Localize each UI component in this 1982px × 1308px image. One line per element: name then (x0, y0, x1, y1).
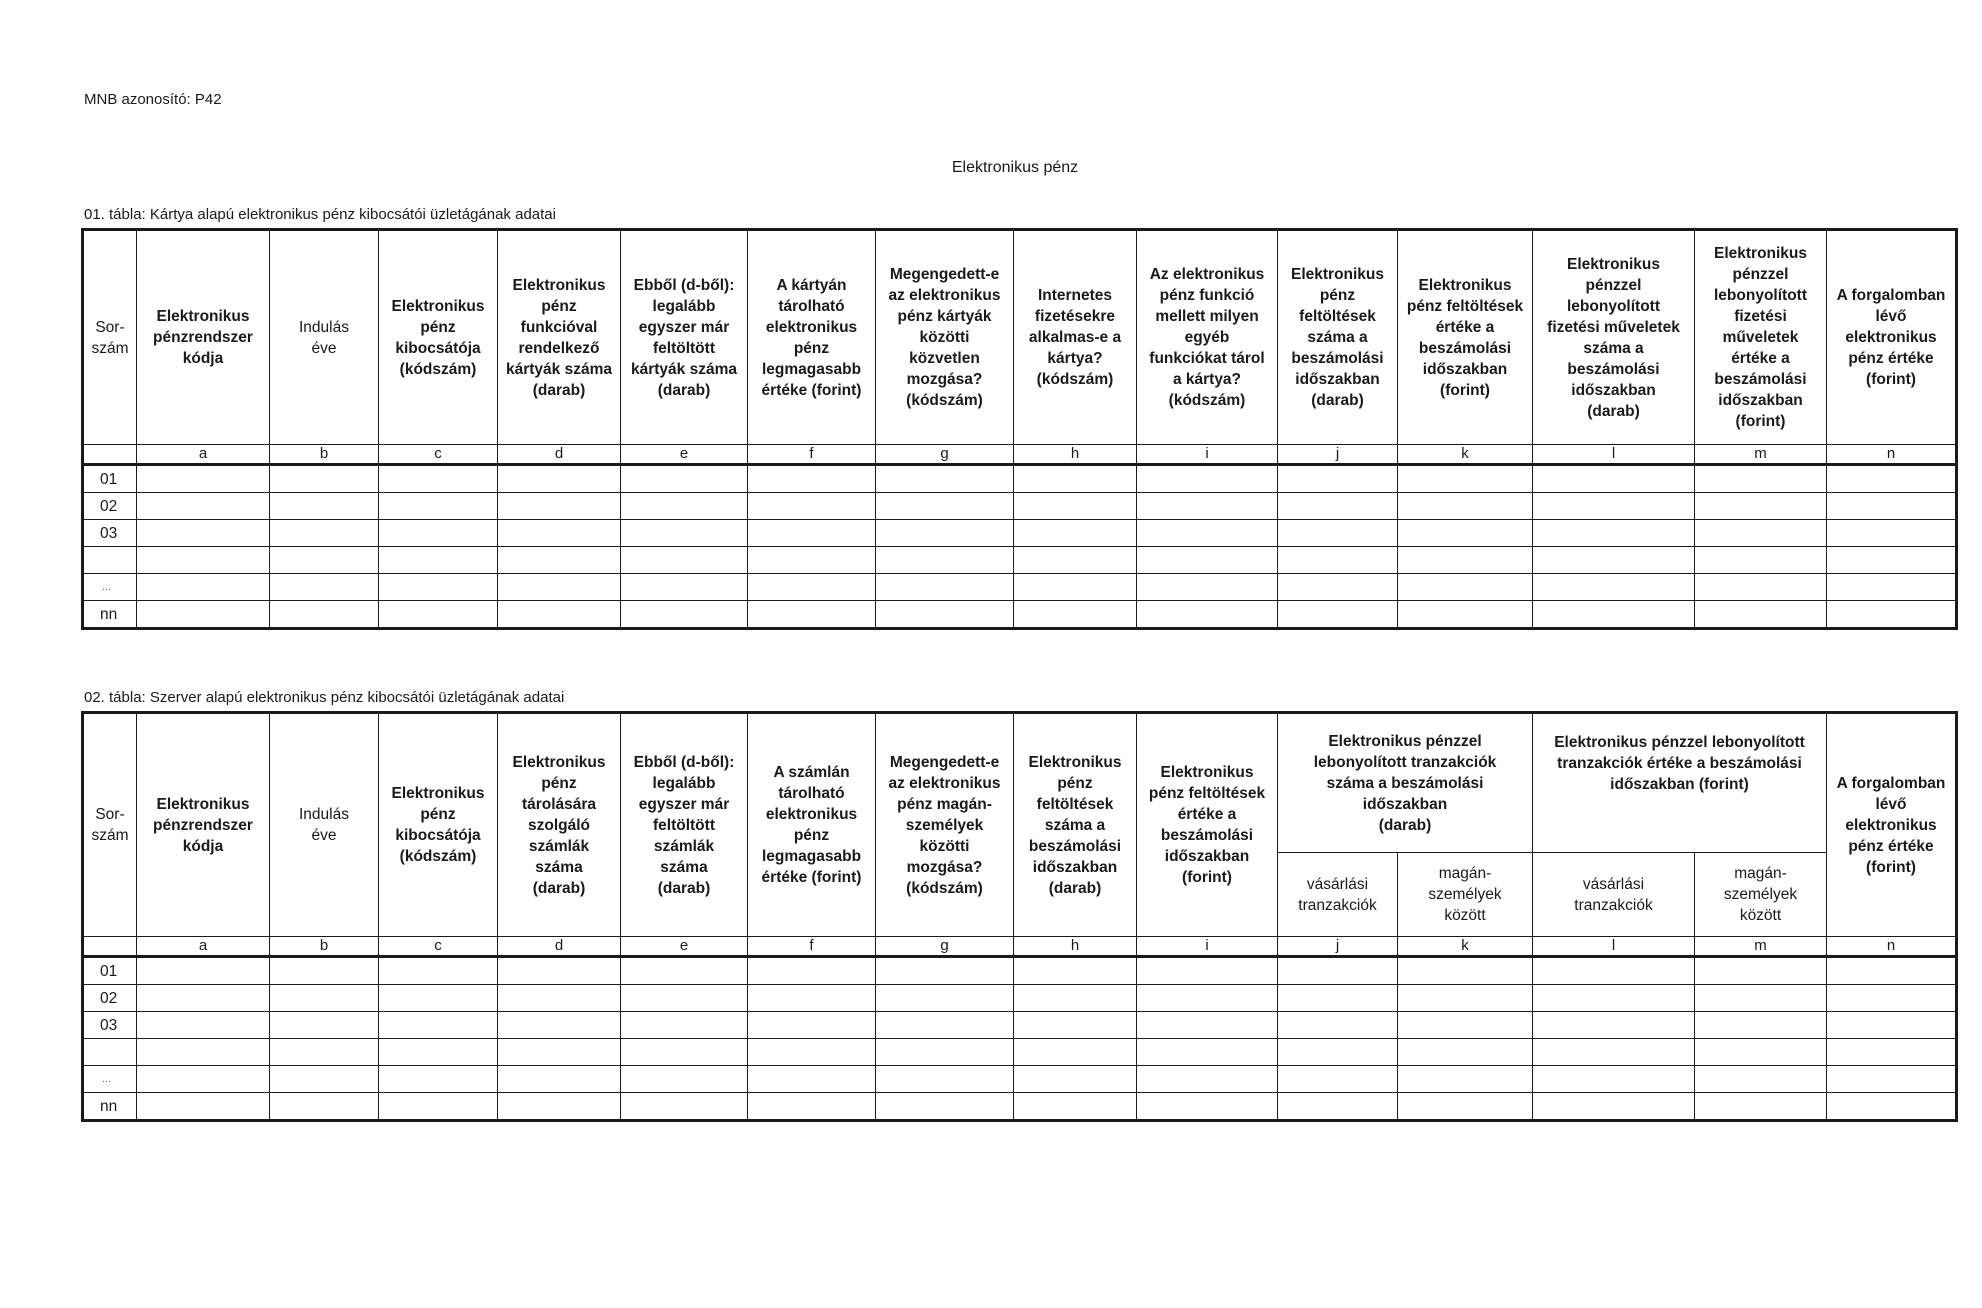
data-cell[interactable] (1014, 1039, 1137, 1066)
data-cell[interactable] (137, 547, 270, 574)
data-cell[interactable] (1278, 520, 1398, 547)
data-cell[interactable] (1014, 1012, 1137, 1039)
letter-cell (83, 937, 137, 957)
data-cell[interactable] (1533, 601, 1695, 629)
data-cell[interactable] (1278, 985, 1398, 1012)
data-cell[interactable] (270, 1039, 379, 1066)
data-cell[interactable] (748, 493, 876, 520)
header-cell: Elektronikus pénzrendszer kódja (137, 713, 270, 937)
data-cell[interactable] (1398, 493, 1533, 520)
data-cell[interactable] (1137, 493, 1278, 520)
data-cell[interactable] (621, 547, 748, 574)
data-cell[interactable] (1278, 957, 1398, 985)
table-row (83, 574, 1957, 601)
header-cell: Elektronikus pénz kibocsátója (kódszám) (379, 713, 498, 937)
data-cell[interactable] (379, 1012, 498, 1039)
data-cell[interactable] (1695, 520, 1827, 547)
letter-cell: m (1695, 445, 1827, 465)
data-cell[interactable] (498, 601, 621, 629)
row-number (83, 1039, 137, 1066)
data-cell[interactable] (1398, 1039, 1533, 1066)
data-cell[interactable] (1695, 1039, 1827, 1066)
data-cell[interactable] (1398, 574, 1533, 601)
data-cell[interactable] (1827, 493, 1957, 520)
data-cell[interactable] (1827, 1066, 1957, 1093)
header-cell: Elektronikus pénz feltöltések értéke a beszámolási időszakban (forint) (1137, 713, 1278, 937)
data-cell[interactable] (379, 601, 498, 629)
header-cell: Ebből (d-ből): legalább egyszer már feltöltött számlák száma (darab) (621, 713, 748, 937)
data-cell[interactable] (379, 1066, 498, 1093)
letter-cell: a (137, 937, 270, 957)
data-cell[interactable] (1398, 957, 1533, 985)
data-cell[interactable] (876, 493, 1014, 520)
data-cell[interactable] (1695, 493, 1827, 520)
data-cell[interactable] (137, 985, 270, 1012)
row-number: ... (83, 574, 137, 601)
header-cell: A forgalomban lévő elektronikus pénz értéke (forint) (1827, 713, 1957, 937)
data-cell[interactable] (379, 1039, 498, 1066)
data-cell[interactable] (748, 574, 876, 601)
data-cell[interactable] (1533, 574, 1695, 601)
header-cell: Elektronikus pénzzel lebonyolított fizetési műveletek száma a beszámolási időszakban (darab) (1533, 230, 1695, 445)
data-cell[interactable] (621, 1093, 748, 1121)
table-row (83, 957, 1957, 985)
table-row (83, 601, 1957, 629)
data-cell[interactable] (876, 1012, 1014, 1039)
data-cell[interactable] (137, 957, 270, 985)
data-cell[interactable] (379, 574, 498, 601)
data-cell[interactable] (498, 465, 621, 493)
data-cell[interactable] (1695, 574, 1827, 601)
data-cell[interactable] (1137, 601, 1278, 629)
letter-cell: d (498, 445, 621, 465)
data-cell[interactable] (270, 1012, 379, 1039)
data-cell[interactable] (379, 957, 498, 985)
data-cell[interactable] (748, 465, 876, 493)
group-header-value: Elektronikus pénzzel lebonyolított tranzakciók értéke a beszámolási időszakban (forint) (1533, 713, 1827, 853)
data-cell[interactable] (621, 493, 748, 520)
header-cell: Elektronikus pénzzel lebonyolított fizetési műveletek értéke a beszámolási időszakban (forint) (1695, 230, 1827, 445)
row-number: 03 (83, 1012, 137, 1039)
data-cell[interactable] (270, 520, 379, 547)
data-cell[interactable] (379, 465, 498, 493)
data-cell[interactable] (498, 1066, 621, 1093)
data-cell[interactable] (1014, 574, 1137, 601)
data-cell[interactable] (1695, 1012, 1827, 1039)
data-cell[interactable] (270, 985, 379, 1012)
letter-cell: k (1398, 937, 1533, 957)
data-cell[interactable] (1137, 1039, 1278, 1066)
group-header-count: Elektronikus pénzzel lebonyolított tranzakciók száma a beszámolási időszakban (darab) (1278, 713, 1533, 853)
data-cell[interactable] (876, 1066, 1014, 1093)
data-cell[interactable] (1827, 1012, 1957, 1039)
data-cell[interactable] (1278, 493, 1398, 520)
data-cell[interactable] (1278, 1066, 1398, 1093)
data-cell[interactable] (1398, 465, 1533, 493)
data-cell[interactable] (270, 465, 379, 493)
data-cell[interactable] (1398, 520, 1533, 547)
data-cell[interactable] (270, 1066, 379, 1093)
data-cell[interactable] (1695, 601, 1827, 629)
table-row (83, 985, 1957, 1012)
row-number: 03 (83, 520, 137, 547)
table-row (83, 493, 1957, 520)
letter-cell: g (876, 937, 1014, 957)
data-cell[interactable] (1827, 574, 1957, 601)
data-cell[interactable] (1695, 1093, 1827, 1121)
data-cell[interactable] (137, 1093, 270, 1121)
table2-letter-row (83, 937, 1957, 957)
data-cell[interactable] (621, 465, 748, 493)
data-cell[interactable] (876, 601, 1014, 629)
header-cell: Elektronikus pénz funkcióval rendelkező kártyák száma (darab) (498, 230, 621, 445)
data-cell[interactable] (137, 574, 270, 601)
data-cell[interactable] (621, 1039, 748, 1066)
table-card-based-emoney (81, 228, 1958, 630)
header-cell: Megengedett-e az elektronikus pénz magán- személyek közötti mozgása? (kódszám) (876, 713, 1014, 937)
letter-cell: f (748, 937, 876, 957)
row-number: nn (83, 1093, 137, 1121)
data-cell[interactable] (1014, 520, 1137, 547)
letter-cell (83, 445, 137, 465)
data-cell[interactable] (876, 520, 1014, 547)
data-cell[interactable] (1695, 957, 1827, 985)
data-cell[interactable] (1278, 547, 1398, 574)
data-cell[interactable] (1398, 985, 1533, 1012)
data-cell[interactable] (1137, 1066, 1278, 1093)
data-cell[interactable] (1398, 547, 1533, 574)
row-number-header: Sor- szám (83, 230, 137, 445)
data-cell[interactable] (498, 493, 621, 520)
data-cell[interactable] (1827, 1039, 1957, 1066)
header-cell: Ebből (d-ből): legalább egyszer már feltöltött kártyák száma (darab) (621, 230, 748, 445)
table-row (83, 1093, 1957, 1121)
header-cell: A forgalomban lévő elektronikus pénz értéke (forint) (1827, 230, 1957, 445)
data-cell[interactable] (1014, 1093, 1137, 1121)
row-number (83, 547, 137, 574)
data-cell[interactable] (379, 1093, 498, 1121)
data-cell[interactable] (1278, 1039, 1398, 1066)
data-cell[interactable] (621, 520, 748, 547)
table1-caption: 01. tábla: Kártya alapú elektronikus pénz kibocsátói üzletágának adatai (84, 206, 556, 223)
letter-cell: k (1398, 445, 1533, 465)
data-cell[interactable] (1827, 985, 1957, 1012)
data-cell[interactable] (876, 957, 1014, 985)
data-cell[interactable] (137, 1066, 270, 1093)
letter-cell: i (1137, 937, 1278, 957)
letter-cell: j (1278, 937, 1398, 957)
data-cell[interactable] (621, 1012, 748, 1039)
table2-header-row (83, 713, 1957, 853)
data-cell[interactable] (1278, 1093, 1398, 1121)
letter-cell: m (1695, 937, 1827, 957)
row-number: 02 (83, 985, 137, 1012)
table-row (83, 547, 1957, 574)
data-cell[interactable] (1137, 547, 1278, 574)
data-cell[interactable] (1533, 465, 1695, 493)
row-number: nn (83, 601, 137, 629)
header-cell: A számlán tárolható elektronikus pénz legmagasabb értéke (forint) (748, 713, 876, 937)
data-cell[interactable] (748, 601, 876, 629)
letter-cell: c (379, 937, 498, 957)
data-cell[interactable] (1014, 601, 1137, 629)
page-title: Elektronikus pénz (951, 159, 1079, 176)
header-cell: Megengedett-e az elektronikus pénz kártyák közötti közvetlen mozgása? (kódszám) (876, 230, 1014, 445)
data-cell[interactable] (498, 1039, 621, 1066)
data-cell[interactable] (1137, 520, 1278, 547)
data-cell[interactable] (1533, 1093, 1695, 1121)
data-cell[interactable] (379, 547, 498, 574)
header-cell: Elektronikus pénzrendszer kódja (137, 230, 270, 445)
data-cell[interactable] (379, 493, 498, 520)
letter-cell: a (137, 445, 270, 465)
data-cell[interactable] (1695, 1066, 1827, 1093)
letter-cell: g (876, 445, 1014, 465)
header-cell: Indulás éve (270, 713, 379, 937)
data-cell[interactable] (379, 520, 498, 547)
data-cell[interactable] (1014, 985, 1137, 1012)
letter-cell: n (1827, 937, 1957, 957)
letter-cell: i (1137, 445, 1278, 465)
table2-caption: 02. tábla: Szerver alapú elektronikus pénz kibocsátói üzletágának adatai (84, 689, 565, 706)
letter-cell: n (1827, 445, 1957, 465)
data-cell[interactable] (498, 985, 621, 1012)
letter-cell: b (270, 445, 379, 465)
data-cell[interactable] (748, 1066, 876, 1093)
row-number: 01 (83, 957, 137, 985)
data-cell[interactable] (498, 520, 621, 547)
data-cell[interactable] (621, 985, 748, 1012)
data-cell[interactable] (876, 547, 1014, 574)
mnb-identifier: MNB azonosító: P42 (84, 91, 222, 108)
data-cell[interactable] (876, 574, 1014, 601)
data-cell[interactable] (1695, 547, 1827, 574)
data-cell[interactable] (1695, 465, 1827, 493)
letter-cell: l (1533, 937, 1695, 957)
letter-cell: c (379, 445, 498, 465)
data-cell[interactable] (270, 957, 379, 985)
letter-cell: b (270, 937, 379, 957)
data-cell[interactable] (1137, 465, 1278, 493)
letter-cell: f (748, 445, 876, 465)
letter-cell: d (498, 937, 621, 957)
data-cell[interactable] (1137, 1093, 1278, 1121)
letter-cell: h (1014, 937, 1137, 957)
data-cell[interactable] (1398, 1066, 1533, 1093)
header-cell: Elektronikus pénz tárolására szolgáló számlák száma (darab) (498, 713, 621, 937)
data-cell[interactable] (270, 1093, 379, 1121)
data-cell[interactable] (1533, 547, 1695, 574)
data-cell[interactable] (876, 1093, 1014, 1121)
data-cell[interactable] (748, 1093, 876, 1121)
data-cell[interactable] (137, 520, 270, 547)
data-cell[interactable] (1398, 1093, 1533, 1121)
data-cell[interactable] (621, 574, 748, 601)
data-cell[interactable] (748, 985, 876, 1012)
data-cell[interactable] (270, 574, 379, 601)
data-cell[interactable] (1278, 574, 1398, 601)
table-row (83, 520, 1957, 547)
data-cell[interactable] (748, 547, 876, 574)
row-number: 01 (83, 465, 137, 493)
data-cell[interactable] (1398, 601, 1533, 629)
data-cell[interactable] (1827, 547, 1957, 574)
data-cell[interactable] (379, 985, 498, 1012)
data-cell[interactable] (270, 547, 379, 574)
data-cell[interactable] (1533, 1039, 1695, 1066)
data-cell[interactable] (1137, 1012, 1278, 1039)
letter-cell: e (621, 937, 748, 957)
data-cell[interactable] (1137, 985, 1278, 1012)
letter-cell: e (621, 445, 748, 465)
data-cell[interactable] (1278, 465, 1398, 493)
data-cell[interactable] (1827, 520, 1957, 547)
header-cell: Elektronikus pénz feltöltések száma a beszámolási időszakban (darab) (1278, 230, 1398, 445)
data-cell[interactable] (621, 1066, 748, 1093)
data-cell[interactable] (1014, 493, 1137, 520)
header-cell: A kártyán tárolható elektronikus pénz legmagasabb értéke (forint) (748, 230, 876, 445)
data-cell[interactable] (1827, 957, 1957, 985)
header-cell: Elektronikus pénz feltöltések értéke a beszámolási időszakban (forint) (1398, 230, 1533, 445)
data-cell[interactable] (137, 465, 270, 493)
data-cell[interactable] (1278, 601, 1398, 629)
data-cell[interactable] (748, 1039, 876, 1066)
subheader-private: magán- személyek között (1398, 853, 1533, 937)
data-cell[interactable] (748, 957, 876, 985)
data-cell[interactable] (748, 1012, 876, 1039)
data-cell[interactable] (621, 601, 748, 629)
header-cell: Internetes fizetésekre alkalmas-e a kártya? (kódszám) (1014, 230, 1137, 445)
data-cell[interactable] (1827, 465, 1957, 493)
table-row (83, 1039, 1957, 1066)
data-cell[interactable] (1278, 1012, 1398, 1039)
data-cell[interactable] (1533, 493, 1695, 520)
data-cell[interactable] (498, 547, 621, 574)
data-cell[interactable] (498, 1012, 621, 1039)
letter-cell: l (1533, 445, 1695, 465)
subheader-purchase: vásárlási tranzakciók (1533, 853, 1695, 937)
data-cell[interactable] (498, 1093, 621, 1121)
data-cell[interactable] (876, 985, 1014, 1012)
data-cell[interactable] (876, 1039, 1014, 1066)
data-cell[interactable] (621, 957, 748, 985)
data-cell[interactable] (1398, 1012, 1533, 1039)
table-row (83, 465, 1957, 493)
row-number: ... (83, 1066, 137, 1093)
data-cell[interactable] (498, 957, 621, 985)
data-cell[interactable] (1014, 465, 1137, 493)
data-cell[interactable] (498, 574, 621, 601)
data-cell[interactable] (1014, 957, 1137, 985)
data-cell[interactable] (1014, 547, 1137, 574)
data-cell[interactable] (748, 520, 876, 547)
data-cell[interactable] (1533, 985, 1695, 1012)
header-cell: Elektronikus pénz kibocsátója (kódszám) (379, 230, 498, 445)
data-cell[interactable] (1137, 574, 1278, 601)
data-cell[interactable] (137, 1039, 270, 1066)
letter-cell: h (1014, 445, 1137, 465)
data-cell[interactable] (137, 1012, 270, 1039)
data-cell[interactable] (876, 465, 1014, 493)
table-server-based-emoney (81, 711, 1958, 1122)
data-cell[interactable] (1533, 1012, 1695, 1039)
data-cell[interactable] (270, 601, 379, 629)
row-number: 02 (83, 493, 137, 520)
data-cell[interactable] (137, 601, 270, 629)
data-cell[interactable] (1533, 1066, 1695, 1093)
data-cell[interactable] (1533, 957, 1695, 985)
data-cell[interactable] (1695, 985, 1827, 1012)
table-row (83, 1012, 1957, 1039)
table1-header-row (83, 230, 1957, 445)
data-cell[interactable] (1014, 1066, 1137, 1093)
table-row (83, 1066, 1957, 1093)
subheader-purchase: vásárlási tranzakciók (1278, 853, 1398, 937)
letter-cell: j (1278, 445, 1398, 465)
data-cell[interactable] (137, 493, 270, 520)
data-cell[interactable] (270, 493, 379, 520)
header-cell: Elektronikus pénz feltöltések száma a beszámolási időszakban (darab) (1014, 713, 1137, 937)
subheader-private: magán- személyek között (1695, 853, 1827, 937)
data-cell[interactable] (1533, 520, 1695, 547)
data-cell[interactable] (1137, 957, 1278, 985)
table1-letter-row (83, 445, 1957, 465)
data-cell[interactable] (1827, 601, 1957, 629)
header-cell: Indulás éve (270, 230, 379, 445)
header-cell: Az elektronikus pénz funkció mellett milyen egyéb funkciókat tárol a kártya? (kódszám) (1137, 230, 1278, 445)
row-number-header: Sor- szám (83, 713, 137, 937)
data-cell[interactable] (1827, 1093, 1957, 1121)
